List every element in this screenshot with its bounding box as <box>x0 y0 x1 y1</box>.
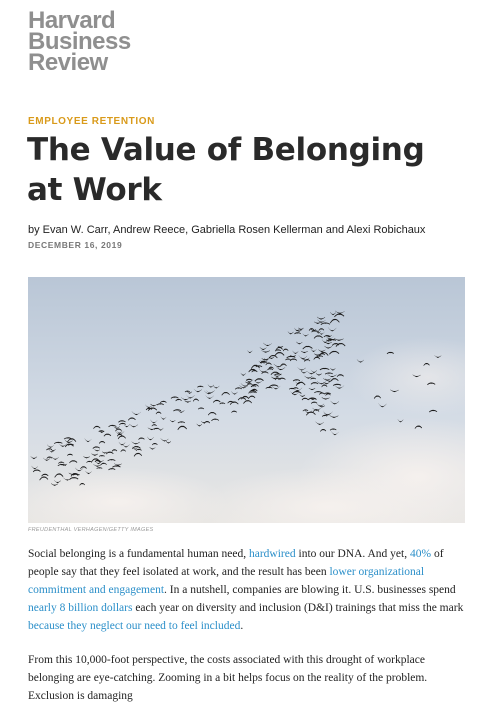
hbr-logo[interactable] <box>28 7 131 76</box>
article-title: The Value of Belonging at Work <box>27 132 425 208</box>
hero-image <box>28 277 465 523</box>
byline: by Evan W. Carr, Andrew Reece, Gabriella Rosen Kellerman and Alexi Robichaux <box>28 224 426 236</box>
p1-text-6: . <box>240 620 244 632</box>
link-hardwired[interactable]: hardwired <box>249 548 296 560</box>
logo-line-business: Business <box>28 28 131 55</box>
link-feel-included[interactable]: because they neglect our need to feel included <box>28 620 241 632</box>
paragraph-2: From this 10,000-foot perspective, the costs associated with this drought of workplace belonging are eye-catching. Zooming in a bit helps focus on the reality of the problem. Exclusion is damaging <box>28 654 428 702</box>
paragraph-1 <box>28 545 468 635</box>
publish-date: DECEMBER 16, 2019 <box>28 240 123 250</box>
link-40-percent[interactable]: 40% <box>409 548 432 560</box>
logo-line-review: Review <box>28 49 108 76</box>
link-8-billion[interactable]: nearly 8 billion dollars <box>28 602 133 614</box>
p1-text-2: into our DNA. And yet, <box>295 548 410 560</box>
logo-line-harvard: Harvard <box>28 7 116 34</box>
bird-flock-arrow-image <box>28 277 465 523</box>
p1-text-4: . In a nutshell, companies are blowing it. U.S. businesses spend <box>164 584 456 596</box>
link-lower-commitment[interactable]: lower organizational commitment and engagement <box>28 566 425 596</box>
topic-link[interactable]: EMPLOYEE RETENTION <box>28 116 155 127</box>
p1-text-1: Social belonging is a fundamental human need, <box>28 548 249 560</box>
p1-text-5: each year on diversity and inclusion (D&I) trainings that miss the mark <box>132 602 464 614</box>
p1-text-3: of people say that they feel isolated at work, and the result has been <box>28 548 444 578</box>
image-credit: FREUDENTHAL VERHAGEN/GETTY IMAGES <box>28 527 154 533</box>
